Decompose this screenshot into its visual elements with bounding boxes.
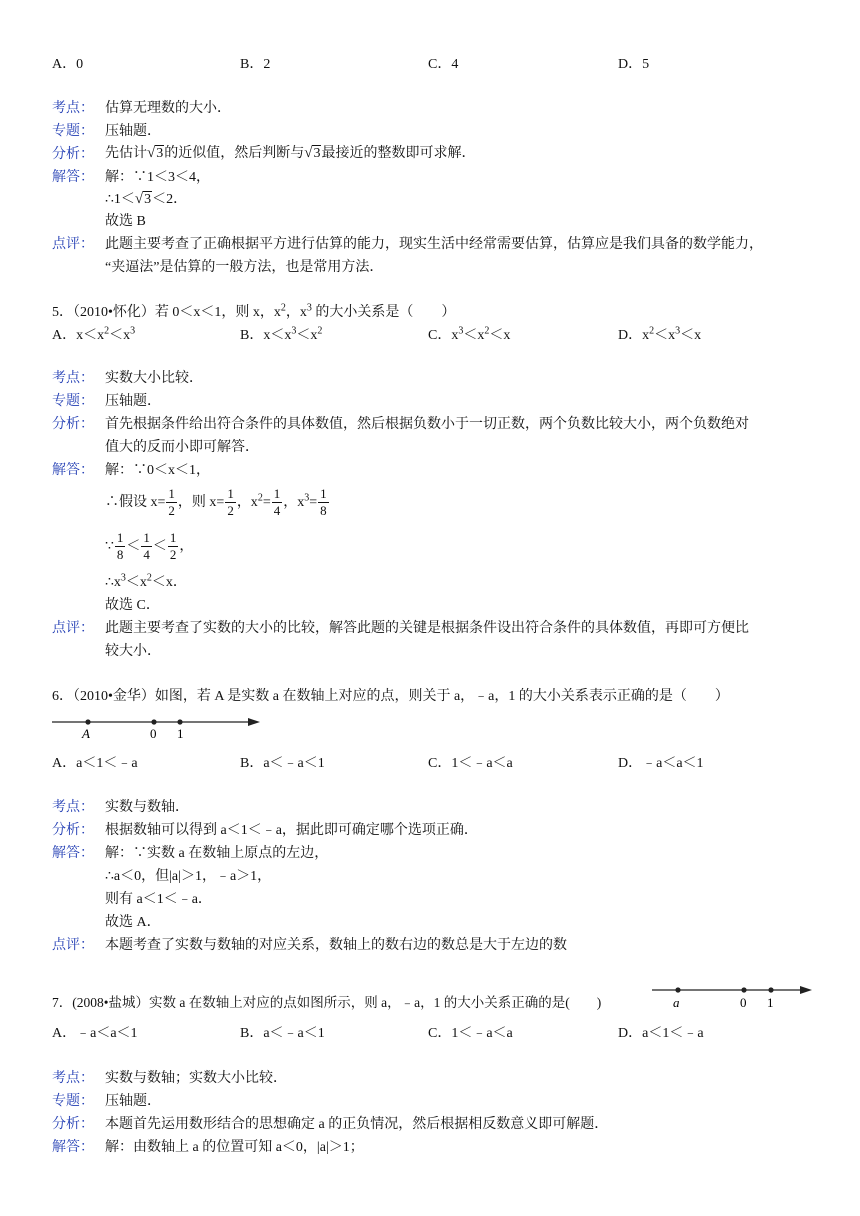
q4-fenxi-text-2: 的近似值，然后判断与: [164, 146, 305, 161]
q7-number-line: [650, 978, 815, 1012]
q4-jieda-line-3: 故选 B: [105, 214, 146, 229]
q5-stem-c: 的大小关系是（ ）: [311, 305, 456, 320]
q5-jieda-line-5: 故选 C．: [105, 598, 160, 613]
fraction-numerator: 1: [227, 486, 234, 502]
q4-jieda-2b: ＜2．: [152, 192, 188, 207]
q7-zhuanti-label: 专题：: [52, 1094, 94, 1109]
q5-jieda-sup: 2: [146, 572, 152, 584]
axis-label-0: 0: [150, 726, 157, 741]
q5-jieda-text: ∵: [105, 539, 114, 554]
q5-jieda-line-2: [105, 486, 330, 520]
q4-kaodian-label: 考点：: [52, 101, 94, 116]
fraction-numerator: 1: [169, 530, 177, 546]
point-1: [177, 719, 182, 724]
q5-jieda-text: ＜x．: [151, 575, 187, 590]
q5-zhuanti: 压轴题．: [105, 394, 161, 409]
fraction: [166, 486, 177, 519]
q5-kaodian: 实数大小比较．: [105, 371, 203, 386]
q4-option-d: D．5: [618, 57, 650, 72]
fraction-numerator: 1: [273, 486, 281, 502]
q4-fenxi: [105, 144, 475, 163]
q5-opt-d-sup: 2: [649, 325, 655, 337]
fraction: [272, 486, 283, 519]
fraction-denominator: 4: [273, 503, 281, 519]
q5-jieda-text: ＜x: [125, 575, 147, 590]
fraction: [168, 530, 179, 563]
q4-option-c: C．4: [428, 57, 459, 72]
q6-number-line: [50, 710, 265, 746]
q5-opt-b-part: B．x＜x: [240, 328, 292, 343]
q7-option-d: D．a＜1＜﹣a: [618, 1026, 704, 1041]
q5-opt-c-part: ＜x: [463, 328, 485, 343]
axis-label-a: a: [673, 995, 680, 1010]
q4-jieda-radicand: 3: [144, 192, 152, 207]
fraction: [141, 530, 152, 563]
q5-jieda-text: ，: [179, 539, 194, 554]
q6-dianping-label: 点评：: [52, 938, 94, 953]
q4-fenxi-text-3: 最接近的整数即可求解．: [321, 146, 476, 161]
point-1: [768, 987, 773, 992]
axis-label-0: 0: [740, 995, 747, 1010]
q5-option-a: [52, 327, 135, 345]
q4-zhuanti-label: 专题：: [52, 124, 94, 139]
q5-option-b: [240, 327, 322, 345]
fraction-denominator: 8: [320, 503, 327, 519]
q5-jieda-text: ，则 x=: [177, 495, 225, 510]
q5-kaodian-label: 考点：: [52, 371, 94, 386]
q5-opt-b-sup: 3: [291, 325, 297, 337]
fraction-numerator: 1: [143, 530, 150, 546]
q5-dianping-line-2: 较大小．: [105, 644, 161, 659]
q4-dianping-label: 点评：: [52, 237, 94, 252]
q6-jieda-line-2: ∴a＜0，但|a|＞1，﹣a＞1，: [105, 869, 272, 884]
sqrt-icon: √: [147, 145, 156, 161]
q5-jieda-sup: 3: [304, 492, 310, 504]
q6-jieda-line-1: 解：∵实数 a 在数轴上原点的左边，: [105, 846, 329, 861]
q5-opt-d-part: ＜x: [654, 328, 676, 343]
q5-jieda-text: ∴x: [105, 575, 121, 590]
fraction-denominator: 2: [169, 547, 177, 563]
q7-jieda-label: 解答：: [52, 1140, 94, 1155]
q7-kaodian: 实数与数轴；实数大小比较．: [105, 1071, 287, 1086]
q5-opt-a-sup: 3: [130, 325, 136, 337]
q5-stem-sup2: 2: [280, 302, 286, 314]
q5-stem-a: 5．（2010•怀化）若 0＜x＜1，则 x，x: [52, 305, 281, 320]
fraction-numerator: 1: [320, 486, 327, 502]
axis-label-1: 1: [767, 995, 774, 1010]
q5-jieda-label: 解答：: [52, 463, 94, 478]
q7-option-b: B．a＜﹣a＜1: [240, 1026, 325, 1041]
q5-dianping-label: 点评：: [52, 621, 94, 636]
q5-jieda-sup: 2: [257, 492, 263, 504]
q7-option-a: A．﹣a＜a＜1: [52, 1026, 138, 1041]
q7-fenxi-label: 分析：: [52, 1117, 94, 1132]
q6-kaodian: 实数与数轴．: [105, 800, 189, 815]
q7-zhuanti: 压轴题．: [105, 1094, 161, 1109]
q5-option-d: [618, 327, 701, 345]
q5-opt-d-part: ＜x: [680, 328, 702, 343]
q7-fenxi: 本题首先运用数形结合的思想确定 a 的正负情况，然后根据相反数意义即可解题．: [105, 1117, 609, 1132]
q7-option-c: C．1＜﹣a＜a: [428, 1026, 513, 1041]
q4-jieda-line-2: [105, 190, 187, 209]
q6-jieda-label: 解答：: [52, 846, 94, 861]
q5-opt-d-sup: 3: [675, 325, 681, 337]
q6-dianping: 本题考查了实数与数轴的对应关系，数轴上的数右边的数总是大于左边的数: [105, 938, 567, 953]
q5-jieda-line-1: 解：∵0＜x＜1，: [105, 463, 210, 478]
q7-jieda-line-1: 解：由数轴上 a 的位置可知 a＜0，|a|＞1；: [105, 1140, 364, 1155]
q5-fenxi-label: 分析：: [52, 417, 94, 432]
q5-jieda-text: ＜: [126, 539, 141, 554]
fraction-denominator: 2: [168, 503, 175, 519]
axis-label-1: 1: [177, 726, 184, 741]
q6-option-a: A．a＜1＜﹣a: [52, 756, 138, 771]
q5-opt-a-sup: 2: [104, 325, 110, 337]
q5-jieda-line-3: [105, 530, 193, 564]
sqrt-icon: √: [134, 191, 144, 207]
q5-fenxi-line-2: 值大的反而小即可解答．: [105, 440, 259, 455]
q5-jieda-text: ＜: [152, 539, 167, 554]
q4-fenxi-text-1: 先估计: [105, 146, 147, 161]
q5-dianping-line-1: 此题主要考查了实数的大小的比较，解答此题的关键是根据条件设出符合条件的具体数值，再即可方便比: [105, 621, 749, 636]
q7-stem: 7．(2008•盐城）实数 a 在数轴上对应的点如图所示，则 a，﹣a，1 的大小关系正确的是( ): [52, 995, 602, 1010]
q5-jieda-text: =: [309, 495, 318, 510]
q4-dianping-line-2: “夹逼法”是估算的一般方法，也是常用方法．: [105, 260, 384, 275]
q7-kaodian-label: 考点：: [52, 1071, 94, 1086]
q5-stem: [52, 304, 455, 322]
q5-jieda-text: ∴假设 x=: [105, 495, 166, 510]
q6-option-c: C．1＜﹣a＜a: [428, 756, 513, 771]
q6-jieda-line-3: 则有 a＜1＜﹣a．: [105, 892, 212, 907]
q6-fenxi-label: 分析：: [52, 823, 94, 838]
q5-opt-b-sup: 2: [317, 325, 323, 337]
q5-opt-b-part: ＜x: [296, 328, 318, 343]
q4-dianping-line-1: 此题主要考查了正确根据平方进行估算的能力，现实生活中经常需要估算，估算应是我们具备的数学能力，: [105, 237, 763, 252]
q5-zhuanti-label: 专题：: [52, 394, 94, 409]
q5-opt-a-part: A．x＜x: [52, 328, 105, 343]
q5-opt-c-sup: 3: [458, 325, 464, 337]
q5-opt-d-part: D．x: [618, 328, 650, 343]
q5-jieda-text: =: [262, 495, 271, 510]
q4-jieda-label: 解答：: [52, 170, 94, 185]
fraction: [318, 486, 329, 519]
fraction-numerator: 1: [116, 530, 124, 546]
q4-option-a: A．0: [52, 57, 84, 72]
q4-jieda-line-1: 解：∵1＜3＜4，: [105, 170, 210, 185]
q6-jieda-line-4: 故选 A．: [105, 915, 161, 930]
arrow-icon: [800, 986, 812, 994]
fraction: [225, 486, 236, 519]
q5-jieda-text: ，x: [283, 495, 305, 510]
q4-kaodian: 估算无理数的大小．: [105, 101, 231, 116]
q5-opt-a-part: ＜x: [109, 328, 131, 343]
q4-option-b: B．2: [240, 57, 271, 72]
axis-label-a: A: [82, 726, 90, 741]
q5-stem-b: ，x: [285, 305, 307, 320]
fraction-denominator: 8: [116, 547, 124, 563]
q5-opt-c-part: ＜x: [489, 328, 511, 343]
fraction-numerator: 1: [168, 486, 175, 502]
q4-fenxi-radicand-2: 3: [313, 146, 321, 161]
q6-stem: 6．（2010•金华）如图，若 A 是实数 a 在数轴上对应的点，则关于 a，﹣a，1 的大小关系表示正确的是（ ）: [52, 689, 729, 704]
q5-jieda-text: ，x: [236, 495, 258, 510]
sqrt-icon: √: [304, 145, 313, 161]
point-0: [741, 987, 746, 992]
q6-kaodian-label: 考点：: [52, 800, 94, 815]
point-a: [85, 719, 90, 724]
q5-jieda-sup: 3: [120, 572, 126, 584]
q5-stem-sup3: 3: [306, 302, 312, 314]
q5-jieda-line-4: [105, 574, 187, 592]
q4-fenxi-radicand-1: 3: [156, 146, 164, 161]
q4-zhuanti: 压轴题．: [105, 124, 161, 139]
q5-opt-c-part: C．x: [428, 328, 459, 343]
arrow-icon: [248, 718, 260, 726]
q4-jieda-2a: ∴1＜: [105, 192, 135, 207]
q6-option-b: B．a＜﹣a＜1: [240, 756, 325, 771]
q5-option-c: [428, 327, 510, 345]
q5-fenxi-line-1: 首先根据条件给出符合条件的具体数值，然后根据负数小于一切正数，两个负数比较大小，两个负数绝对: [105, 417, 749, 432]
q5-opt-c-sup: 2: [484, 325, 490, 337]
point-a: [675, 987, 680, 992]
q6-option-d: D．﹣a＜a＜1: [618, 756, 704, 771]
point-0: [151, 719, 156, 724]
fraction-denominator: 2: [227, 503, 234, 519]
q4-fenxi-label: 分析：: [52, 147, 94, 162]
fraction: [115, 530, 126, 563]
fraction-denominator: 4: [143, 547, 150, 563]
q6-fenxi: 根据数轴可以得到 a＜1＜﹣a，据此即可确定哪个选项正确．: [105, 823, 478, 838]
